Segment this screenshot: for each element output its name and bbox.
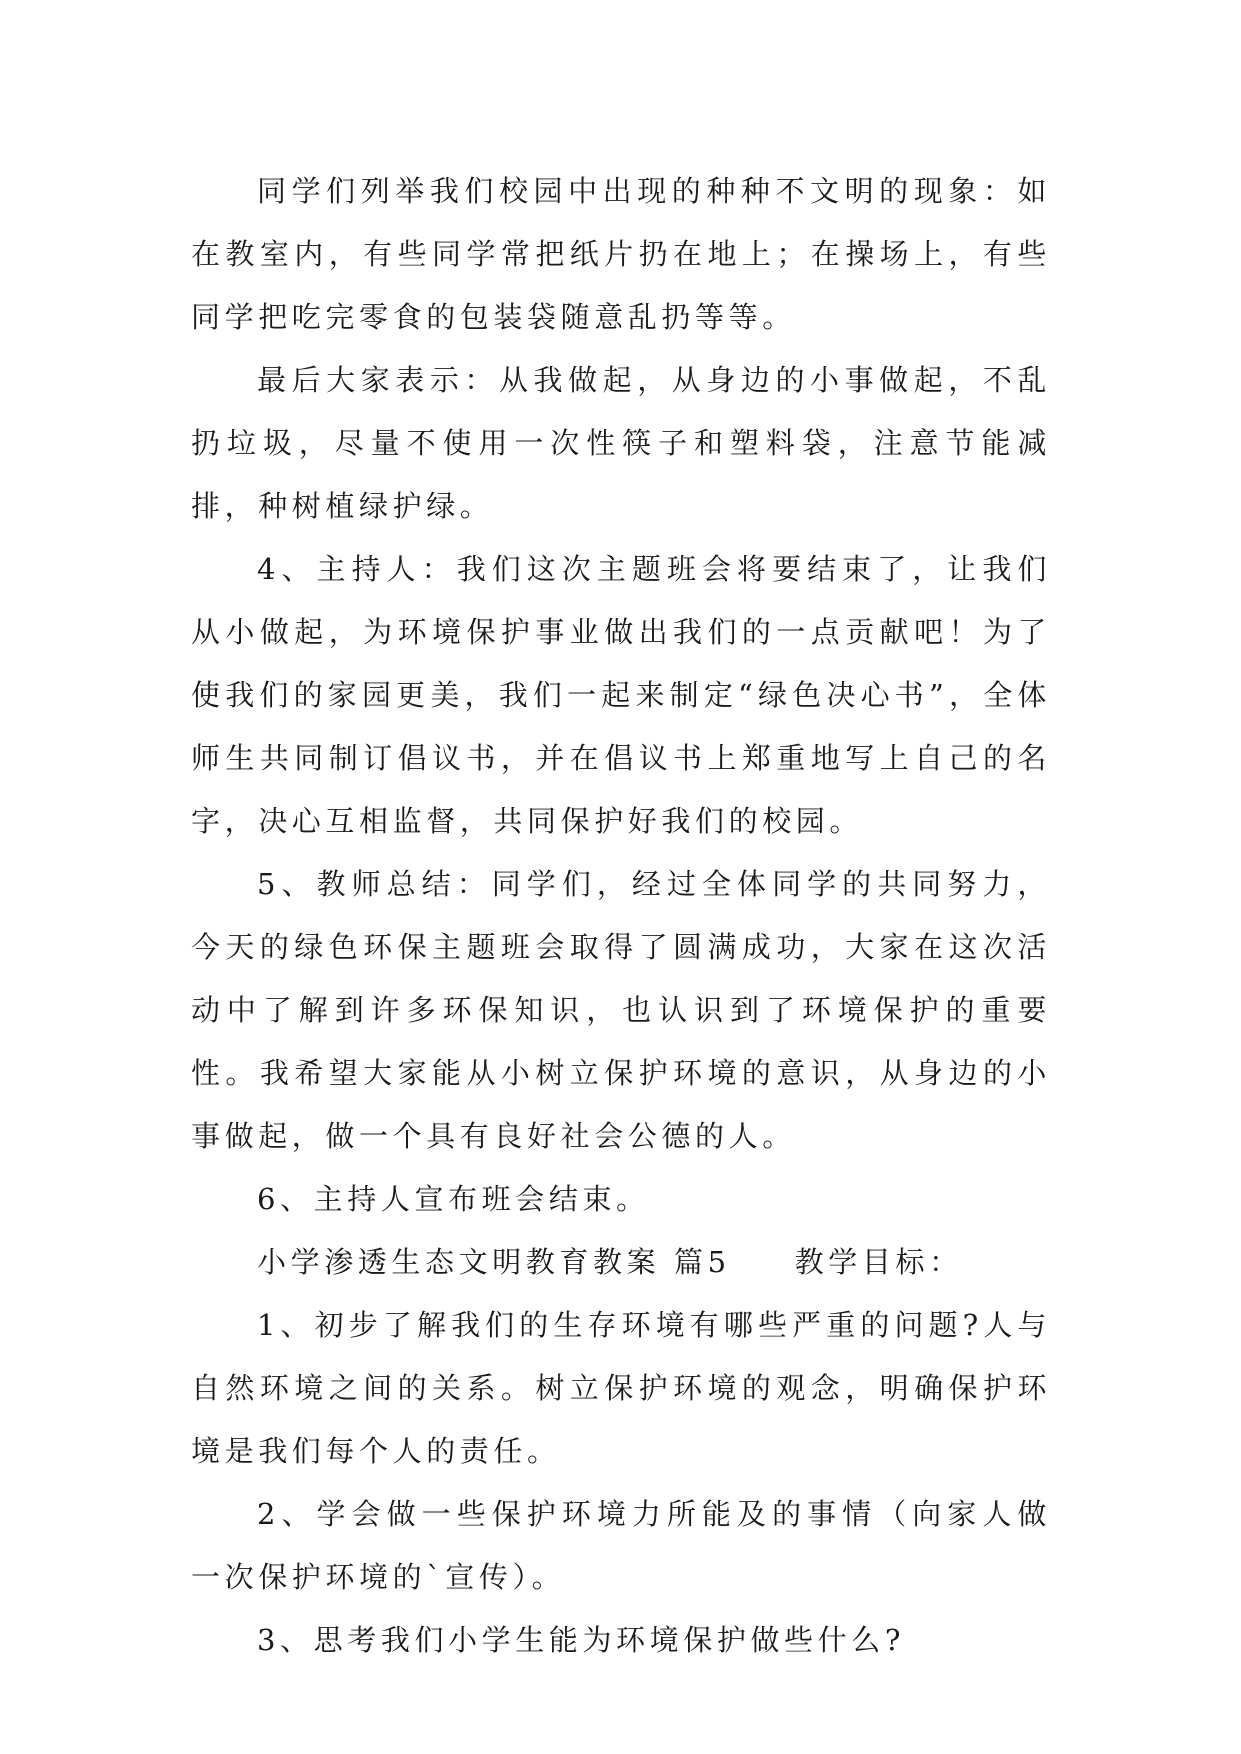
paragraph-host-closing: 4、主持人：我们这次主题班会将要结束了，让我们从小做起，为环境保护事业做出我们的一点贡献吧！为了使我们的家园更美，我们一起来制定“绿色决心书”，全体师生共同制订倡议书，并在倡议书上郑重地写上自己的名字，决心互相监督，共同保护好我们的校园。 <box>191 552 1051 838</box>
paragraph-teacher-summary: 5、教师总结：同学们，经过全体同学的共同努力，今天的绿色环保主题班会取得了圆满成功，大家在这次活动中了解到许多环保知识，也认识到了环境保护的重要性。我希望大家能从小树立保护环境的意识，从身边的小事做起，做一个具有良好社会公德的人。 <box>191 867 1051 1153</box>
paragraph-pledge: 最后大家表示：从我做起，从身边的小事做起，不乱扔垃圾，尽量不使用一次性筷子和塑料袋，注意节能减排，种树植绿护绿。 <box>191 363 1051 523</box>
section-heading <box>191 1231 1051 1294</box>
objective-item: 1、初步了解我们的生存环境有哪些严重的问题?人与自然环境之间的关系。树立保护环境的观念，明确保护环境是我们每个人的责任。 <box>191 1308 1051 1468</box>
document-body <box>191 160 1051 1672</box>
objective-item: 3、思考我们小学生能为环境保护做些什么? <box>257 1623 905 1657</box>
section-subtitle: 教学目标： <box>794 1245 963 1279</box>
section-title: 小学渗透生态文明教育教案 篇5 <box>257 1245 731 1279</box>
paragraph-meeting-end: 6、主持人宣布班会结束。 <box>257 1182 650 1216</box>
objective-item: 2、学会做一些保护环境力所能及的事情（向家人做一次保护环境的`宣传）。 <box>191 1497 1051 1594</box>
paragraph-uncivil-behaviors: 同学们列举我们校园中出现的种种不文明的现象：如在教室内，有些同学常把纸片扔在地上；在操场上，有些同学把吃完零食的包装袋随意乱扔等等。 <box>191 174 1051 334</box>
